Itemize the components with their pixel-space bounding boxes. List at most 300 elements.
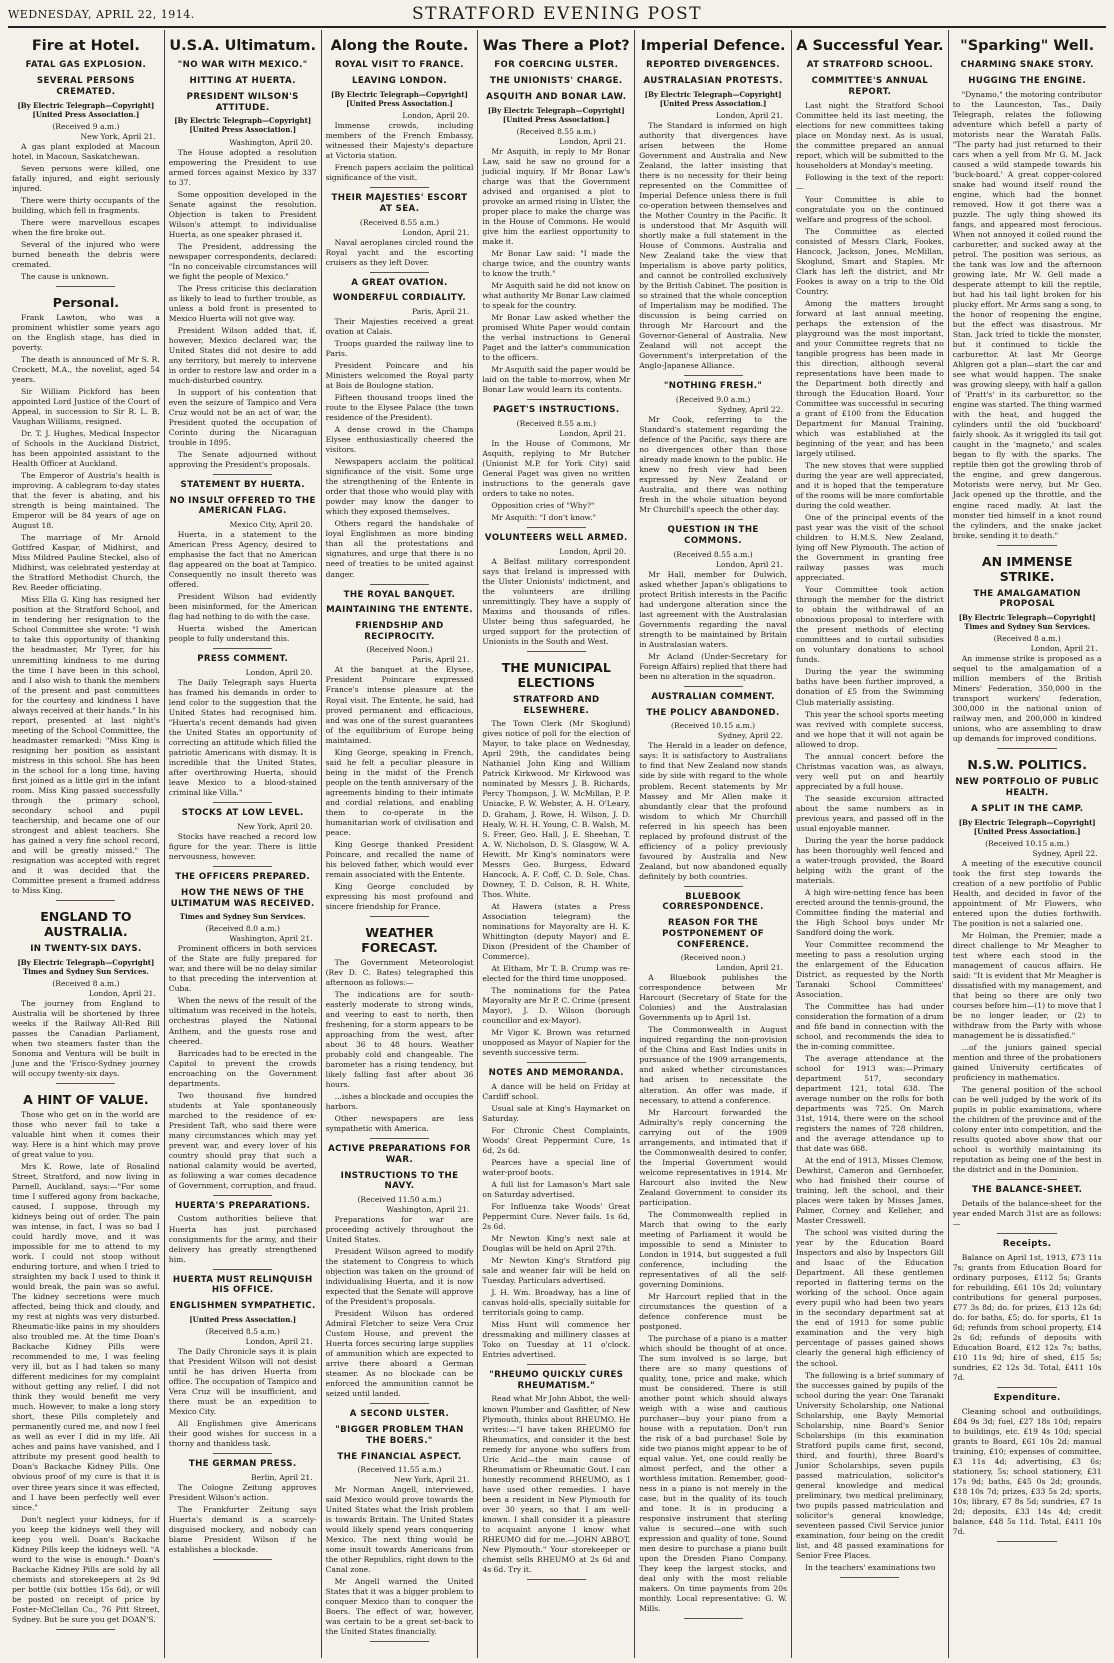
article-subheading: ROYAL VISIT TO FRANCE.: [335, 60, 464, 71]
article-paragraph: Mr Hall, member for Dulwich, asked whether Japan's obligations to protect British interests in the Pacific had undergone alteration since the last agreement with the Australasian Governments regarding the naval strength to be maintained by Britain in Australasian waters.: [639, 569, 787, 649]
section-divider: [527, 651, 586, 652]
article-subheading: FOR COERCING ULSTER.: [494, 60, 619, 71]
article-paragraph: Pearces have a special line of water-proof boots.: [482, 1157, 631, 1177]
article-paragraph: When the news of the result of the ultimatum was received in the hotels, orchestras played the National Anthem, and the guests rose and cheered.: [168, 996, 317, 1046]
dateline: New York, April 21.: [80, 131, 156, 141]
article-paragraph: Miss Hunt will commence her dressmaking and millinery classes at Toko on Tuesday at 11 o'clock. Entries advertised.: [482, 1319, 631, 1359]
article-paragraph: Mr Harcourt forwarded the Admiralty's reply concerning the carrying out of the 1909 arrangements, and intimated that if the Commonwealth desired to confer, the Imperial Government would welcome representatives in 1914. Mr Harcourt also invited the New Zealand Government to consider its participation.: [639, 1107, 787, 1207]
article-paragraph: Barricades had to be erected in the Capitol to prevent the crowds encroaching on the Government departments.: [168, 1048, 317, 1088]
column-6: [792, 30, 949, 1658]
section-divider: [56, 900, 115, 901]
article-paragraph: Those who get on in the world are those who never fail to take a valuable hint when it comes their way. Here is a hint which may prove of great value to you.: [12, 1109, 160, 1159]
telegraph-credit: Times and Sydney Sun Services.: [179, 912, 306, 922]
article-subheading: THE BALANCE-SHEET.: [972, 1185, 1083, 1196]
article-headline: Imperial Defence.: [640, 38, 786, 54]
article-paragraph: Balance on April 1st, 1913, £73 11s 7s; grants from Education Board for ordinary purposes, £112 5s; Grants for rebuilding, £61 10s 2d; voluntary contributions for general purposes, £77 3s 8d; do. for prizes, £13 12s 6d; do. for baths, £5; do. for sports, £1 1s 6d; refunds from school property, £14 2s 6d; refunds of deposits with Education Board, £12 12s 7s; baths, £10 11s 9d; hire of shed, £15 5s; sundries, £2 12s 3d. Total, £411 10s 7d.: [952, 1252, 1102, 1382]
article-paragraph: Stocks have reached a record low figure for the year. There is little nervousness, however.: [168, 832, 317, 862]
article-subheading: NEW PORTFOLIO OF PUBLIC HEALTH.: [955, 777, 1099, 799]
article-paragraph: Mr Acland (Under-Secretary for Foreign Affairs) replied that there had been no alteration in the squadron.: [639, 651, 787, 681]
column-2: [165, 30, 322, 1658]
article-paragraph: For Chronic Chest Complaints, Woods' Great Peppermint Cure, 1s 6d, 2s 6d.: [482, 1125, 631, 1155]
received-time: (Received 10.15 a.m.): [985, 838, 1070, 848]
section-divider: [370, 584, 429, 585]
dateline: London, April 21.: [402, 227, 470, 237]
article-subheading: "BIGGER PROBLEM THAN THE BOERS.": [335, 1425, 464, 1446]
article-paragraph: During the year the swimming baths have been further improved, a donation of £5 from the Swimming Club materially assisting.: [795, 667, 944, 707]
article-subheading: HUGGING THE ENGINE.: [968, 76, 1087, 87]
article-section: [639, 38, 787, 376]
article-subheading: HUERTA'S PREPARATIONS.: [175, 1200, 311, 1211]
article-paragraph: Miss Ella G. King has resigned her position at the Stratford School, and in tendering her resignation to the School Committee she wrote: "I wish to take this opportunity of thanking the headmaster, Mr Tyrer, for his unremitting kindness to me during the time I have been in this school, and I also wish to thank the members of the present and past committees for the courtesy and kindness I have always received at their hands." In his report, presented at last night's meeting of the School Committee, the headmaster remarked: "Miss King is resigning her position as assistant mistress in this school. She has been in the school for a long time, having first joined as a little girl in the infant room. Miss King passed successfully through the primary school, secondary school and pupil teachership, and became one of our strongest and ablest teachers. She has gained a very fine school record, and will be greatly missed." The resignation was accepted with regret and it was decided that the Committee present a framed address to Miss King.: [12, 595, 160, 895]
article-section: [169, 480, 317, 649]
article-paragraph: Among the matters brought forward at last annual meeting, perhaps the extension of the playground was the most important, and your Committee regrets that no tangible progress has been made in this direction, although several representations have been made to the Department both directly and through the Education Board. Your Committee was successful in securing a grant of £100 from the Education Department for Manual Training, which was established at the beginning of the year, and has been largely utilised.: [795, 298, 944, 459]
article-subheading: THE OFFICERS PREPARED.: [175, 872, 311, 883]
section-divider: [370, 1641, 429, 1642]
article-paragraph: Mr Bonar Law said: "I made the charge twice, and the country wants to know the truth.": [482, 248, 631, 278]
section-divider: [213, 1195, 272, 1196]
section-divider: [213, 1559, 272, 1560]
section-divider: [684, 1618, 743, 1619]
dateline: Berlin, April 21.: [250, 1472, 313, 1482]
section-divider: [370, 1403, 429, 1404]
article-headline: A Successful Year.: [796, 38, 944, 54]
article-subheading: ASQUITH AND BONAR LAW.: [486, 91, 627, 102]
article-paragraph: The Herald in a leader on defence, says: It is satisfactory to Australians to find that New Zealand now stands side by side with regard to the whole problem. Recent statements by Mr Massey and Mr Allen make it abundantly clear that the profound wisdom to which Mr Churchill referred in his speech has been replaced by profound distrust of the efficiency of a policy previously favoured by Australia and New Zealand, but now abandoned equally definitely by both countries.: [639, 741, 787, 881]
article-section: [639, 692, 787, 887]
section-divider: [527, 399, 586, 400]
telegraph-credit: [United Press Association.]: [189, 1314, 297, 1324]
article-section: [953, 554, 1102, 750]
article-section: [482, 1370, 630, 1580]
telegraph-credit: [By Electric Telegraph—Copyright] [United Press Association.]: [17, 100, 155, 119]
article-paragraph: Dr. T. J. Hughes, Medical Inspector of Schools in the Auckland District, has been appointed assistant to the Health Officer at Auckland.: [12, 429, 160, 469]
article-headline: U.S.A. Ultimatum.: [169, 38, 317, 54]
article-subheading: IN TWENTY-SIX DAYS.: [30, 943, 142, 954]
section-divider: [370, 916, 429, 917]
telegraph-credit: [By Electric Telegraph—Copyright] Times and Sydney Sun Services.: [17, 957, 155, 976]
article-subheading: STRATFORD AND ELSEWHERE.: [512, 694, 600, 716]
article-paragraph: Naval aeroplanes circled round the Royal yacht and the escorting cruisers as they left Dover.: [325, 237, 474, 267]
received-time: (Received 9 a.m.): [52, 121, 120, 131]
article-paragraph: The new stoves that were supplied during the year are well appreciated, and it is hoped that the temperature of the rooms will be more comfortable during the cold weather.: [795, 461, 944, 511]
article-subheading: REPORTED DIVERGENCES.: [646, 60, 780, 71]
article-paragraph: Mr Asquith said the paper would be laid on the table to-morrow, when Mr Bonar Law would learn its contents.: [482, 365, 631, 395]
dateline: Sydney, April 22.: [1032, 848, 1098, 858]
article-paragraph: Mr Bonar Law asked whether the promised White Paper would contain the verbal instructions to General Paget and the latter's communication to the officers.: [482, 313, 631, 363]
article-subheading: REASON FOR THE POSTPONEMENT OF CONFERENCE.: [662, 918, 765, 950]
article-paragraph: For Influenza take Woods' Great Peppermint Cure. Never fails. 1s 6d, 2s 6d.: [482, 1201, 631, 1231]
article-paragraph: Following is the text of the report:—: [795, 172, 944, 192]
article-subheading: WONDERFUL CORDIALITY.: [332, 293, 467, 304]
article-subheading: AUSTRALIAN COMMENT.: [651, 691, 775, 702]
article-paragraph: Frank Lawton, who was a prominent whistler some years ago on the English stage, has died in poverty.: [12, 312, 160, 353]
article-paragraph: Your Committee took action through the member for the district to obtain the withdrawal of an obnoxious proposal to interfere with the present methods of electing committees and to curtail subsidies on voluntary donations to school funds.: [795, 585, 944, 665]
article-paragraph: King George concluded by expressing his most profound and sincere friendship for France.: [325, 881, 474, 911]
article-paragraph: An immense strike is proposed as a sequel to the amalgamation of a million members of the British Miners' Federation, 350,000 in the transport workers' federation, 300,000 in the national union of railway men, and 200,000 in kindred unions, who are assembling to draw up demands for improved conditions.: [952, 654, 1102, 744]
article-paragraph: Mr Asquith: "I don't know.": [491, 513, 597, 522]
article-subheading: MAINTAINING THE ENTENTE.: [326, 605, 473, 616]
section-divider: [997, 1179, 1057, 1180]
article-paragraph: Huerta wished the American people to fully understand this.: [168, 624, 317, 644]
section-divider: [213, 1453, 272, 1454]
article-subheading: PRESS COMMENT.: [197, 654, 289, 665]
dateline: Mexico City, April 20.: [229, 520, 313, 530]
article-paragraph: The Government Meteorologist (Rev D. C. Bates) telegraphed this afternoon as follows:—: [325, 957, 474, 987]
dateline: Washington, April 21.: [386, 1205, 470, 1215]
article-subheading: STATEMENT BY HUERTA.: [180, 480, 305, 490]
article-paragraph: During the year the horse paddock has been thoroughly well fenced and a water-trough provided, the Board helping with the grant of the materials.: [795, 835, 944, 885]
article-headline: ENGLAND TO AUSTRALIA.: [40, 908, 132, 939]
telegraph-credit: [By Electric Telegraph—Copyright] [United Press Association.]: [174, 116, 312, 135]
article-section: [953, 1239, 1102, 1388]
article-headline: Was There a Plot?: [482, 38, 630, 54]
article-paragraph: The average attendance at the school for 1913 was:—Primary department 517, secondary department 121, total 638. The average number on the rolls for both departments was 725. On March 31st, 1914, there were on the school registers the names of 728 children, and the average attendance up to that date was 668.: [795, 1054, 944, 1154]
article-paragraph: Their Majesties received a great ovation at Calais.: [325, 317, 474, 337]
section-divider: [213, 802, 272, 803]
article-section: [482, 660, 630, 1063]
article-paragraph: Mr Holman, the Premier, made a direct challenge to Mr Meagher to test where each stood in the management of caucus affairs. He said: "It is evident that Mr Meagher is dissatisfied with my management, and that being so there are only two courses before him—(1) to move that I be no longer leader, or (2) to withdraw from the Party with whose management he is dissatisfied.": [952, 930, 1102, 1041]
article-subheading: THE AMALGAMATION PROPOSAL: [973, 588, 1081, 610]
article-subheading: QUESTION IN THE COMMONS.: [667, 525, 759, 547]
article-paragraph: ...of the juniors gained special mention and three of the probationers gained University certificates of proficiency in mathematics.: [952, 1043, 1102, 1083]
dateline: New York, April 20.: [237, 822, 313, 832]
article-section: [326, 193, 474, 273]
section-divider: [840, 1577, 899, 1578]
article-headline: "Sparking" Well.: [960, 38, 1095, 54]
received-time: (Received 8.55 a.m.): [516, 418, 596, 428]
article-section: [326, 1144, 474, 1404]
article-paragraph: A full list for Lamason's Mart sale on Saturday advertised.: [482, 1179, 631, 1199]
article-paragraph: Huerta, in a statement to the American Press Agency, desired to emphasise the fact that no American flag appeared on the boat at Tampico. Consequently no insult thereto was offered.: [168, 530, 317, 590]
article-paragraph: Cleaning school and outbuildings, £84 9s 3d; fuel, £27 18s 10d; repairs to buildings, etc. £19 4s 10d; special grants to Board, £61 10s 2d; manual training, £10; expenses of committee, £3 11s 4d; advertising, £3 6s; stationery, 5s; school stationery, £31 17s 9d; baths, £45 0s 2d; grounds, £18 10s 7d; prizes, £33 5s 2d; sports, 10s; library, £7 8s 5d; sundries, £7 1s 2d; deposits, £33 14s 4d; credit balance, £48 5s 11d. Total, £411 10s 7d.: [952, 1406, 1102, 1536]
telegraph-credit: [By Electric Telegraph—Copyright] [United Press Association.]: [331, 89, 468, 108]
article-section: [169, 654, 317, 803]
article-paragraph: The Committee has had under consideration the formation of a drum and fife band in connection with the school, and recommends the idea to the in-coming committee.: [795, 1001, 944, 1052]
section-divider: [370, 1138, 429, 1139]
telegraph-credit: [By Electric Telegraph—Copyright] [United Press Association.]: [487, 105, 625, 124]
article-paragraph: Several of the injured who were burned beneath the debris were cremated.: [12, 239, 160, 269]
telegraph-credit: [By Electric Telegraph—Copyright] Times and Sydney Sun Services.: [958, 613, 1096, 632]
masthead: [8, 4, 1106, 28]
section-divider: [213, 648, 272, 649]
received-time: (Received 8.55 a.m.): [359, 217, 440, 227]
article-paragraph: J. H. Wm. Broadway, has a line of canvas hold-alls, specially suitable for territorials going to camp.: [482, 1287, 631, 1317]
section-divider: [56, 1083, 115, 1084]
article-subheading: Expenditure.: [993, 1392, 1061, 1403]
received-time: (Received 8.55 a.m.): [673, 549, 753, 559]
article-paragraph: President Wilson has ordered Admiral Fletcher to seize Vera Cruz Custom House, and prevent the Huerta forces securing large supplies of ammunition which are expected to arrive there aboard a German steamer. As no blockade can be enforced the ammunition cannot be seized until landed.: [325, 1309, 474, 1399]
article-paragraph: Custom authorities believe that Huerta has just purchased consignments for the army, and their delivery has greatly strengthened him.: [168, 1214, 317, 1264]
article-paragraph: One of the principal events of the past year was the visit of the school children to H.M.S. New Zealand, lying off New Plymouth. The action of the Government in granting free railway passes was much appreciated.: [795, 513, 944, 583]
article-subheading: HITTING AT HUERTA.: [189, 76, 296, 87]
article-paragraph: Usual sale at King's Haymarket on Saturday.: [482, 1103, 631, 1123]
article-paragraph: French papers acclaim the political significance of the visit.: [325, 163, 474, 183]
section-divider: [997, 1233, 1057, 1234]
article-paragraph: Fifteen thousand troops lined the route to the Elysee Palace (the town residence of the President).: [325, 393, 474, 423]
article-paragraph: The death is announced of Mr S. R. Crockett, M.A., the novelist, aged 54 years.: [12, 355, 160, 385]
article-paragraph: At Hawera (states a Press Association telegram) the nominations for Mayoralty are H. K. Whittington (deputy Mayor) and E. Dixon (President of the Chamber of Commerce).: [482, 901, 631, 961]
column-1: [8, 30, 165, 1658]
article-paragraph: A dance will be held on Friday at Cardiff school.: [482, 1081, 631, 1101]
article-section: [326, 38, 474, 188]
received-time: (Received 10.15 a.m.): [671, 721, 756, 731]
article-paragraph: Don't neglect your kidneys, for if you keep the kidneys well they will keep you well. Doan's Backache Kidney Pills keep the kidneys well. "A word to the wise is enough." Doan's Backache Kidney Pills are sold by all chemists and storekeepers at 2s 9d per bottle (six bottles 15s 6d), or will be posted on receipt of price by Foster-McClellan Co., 76 Pitt Street, Sydney. But be sure you get DOAN'S.: [12, 1514, 160, 1624]
article-section: [639, 525, 787, 687]
article-paragraph: The Daily Chronicle says it is plain that President Wilson will not desist until he has driven Huerta from office. The occupation of Tampico and Vera Cruz will be insufficient, and there must be an expedition to Mexico City.: [168, 1346, 317, 1416]
article-paragraph: President Wilson agreed to modify the statement to Congress to which objection was taken on the ground of individualising Huerta, and it is now expected that the Senate will approve of the President's proposals.: [325, 1247, 474, 1307]
dateline: London, April 20.: [559, 546, 627, 556]
article-paragraph: At the end of 1913, Misses Clemow, Dewhirst, Cameron and Gernhoefer, who had finished their course of training, left the school, and their places were taken by Misses James, Palmer, Corney and Kelleher, and Master Cresswell.: [795, 1156, 944, 1226]
article-subheading: ACTIVE PREPARATIONS FOR WAR.: [328, 1144, 471, 1165]
article-paragraph: The Cologne Zeitung approves President Wilson's action.: [168, 1482, 317, 1502]
section-divider: [56, 1629, 115, 1630]
article-subheading: SEVERAL PERSONS CREMATED.: [36, 76, 135, 97]
article-paragraph: The Commonwealth in August inquired regarding the non-provision of the China and East Indies units in pursuance of the 1909 arrangements, and asked whether circumstances had arisen to necessitate the alteration. An offer was made, if necessary, to attend a conference.: [639, 1025, 787, 1105]
received-time: (Received 11.50 a.m.): [357, 1195, 442, 1205]
article-subheading: PAGET'S INSTRUCTIONS.: [493, 405, 620, 416]
article-section: [326, 278, 474, 585]
section-divider: [527, 1062, 586, 1063]
article-subheading: THE GERMAN PRESS.: [188, 1459, 297, 1470]
article-paragraph: The Daily Telegraph says Huerta has framed his demands in order to lend color to the suggestion that the United States had recognised him. "Huerta's recent demands had given the United States an opportunity of correcting an attitude which filled the patriotic Americans with dismay. It is incredible that the United States, after overthrowing Huerta, should leave Mexico to a blood-stained criminal like Villa.": [168, 678, 317, 798]
column-7: [949, 30, 1106, 1658]
article-subheading: "NOTHING FRESH.": [663, 381, 763, 392]
section-divider: [997, 748, 1057, 749]
article-paragraph: The indications are for south-easterly moderate to strong winds, and veering to east to north, then freshening, for a storm appears to be approaching from the west, after about 36 to 48 hours. Weather probably cold and changeable. The barometer has a rising tendency, but likely falling fast after about 36 hours.: [325, 989, 474, 1090]
article-section: [12, 38, 160, 287]
article-paragraph: Other newspapers are less sympathetic with America.: [325, 1114, 474, 1134]
column-4: [478, 30, 635, 1658]
article-paragraph: At Eltham, Mr T. B. Crump was re-elected for the third time unopposed.: [482, 963, 631, 983]
article-headline: Fire at Hotel.: [31, 38, 140, 54]
article-paragraph: Your Committee recommend the meeting to pass a resolution urging the enlargement of the Education District, as requested by the North Taranaki School Committees' Association.: [795, 939, 944, 999]
article-paragraph: Mr Newton King's Stratford pig sale and weaner fair will be held on Tuesday. Particulars advertised.: [482, 1255, 631, 1285]
dateline: London, April 21.: [88, 988, 156, 998]
dateline: London, April 21.: [1030, 644, 1098, 654]
section-divider: [997, 1387, 1057, 1388]
dateline: Paris, April 21.: [411, 307, 470, 317]
article-paragraph: King George thanked President Poincare, and recalled the name of his beloved father, which would ever remain associated with the Entente.: [325, 839, 474, 879]
section-divider: [684, 686, 743, 687]
article-paragraph: Opposition cries of "Why?": [491, 500, 595, 510]
article-paragraph: The President, addressing the newspaper correspondents, declared: "In no conceivable circumstances will we fight the people of Mexico.": [168, 241, 317, 281]
section-divider: [370, 272, 429, 273]
article-paragraph: The Committee as elected consisted of Messrs Clark, Fookes, Hancock, Jackson, Jones, McMillan, Skoglund, Smart and Staples. Mr Clark has left the district, and Mr Fookes is away on a trip to the Old Country.: [795, 226, 944, 296]
article-section: [326, 925, 474, 1139]
article-subheading: VOLUNTEERS WELL ARMED.: [484, 533, 628, 544]
article-subheading: THE ROYAL BANQUET.: [343, 589, 456, 600]
dateline: Washington, April 21.: [229, 934, 313, 944]
article-paragraph: A gas plant exploded at Macoun hotel, in Macoun, Saskatchewan.: [12, 141, 160, 161]
article-section: [482, 38, 630, 400]
article-paragraph: This year the school sports meeting was revived with complete success, and we hope that it will not again be allowed to drop.: [795, 709, 944, 749]
article-paragraph: Details of the balance-sheet for the year ended March 31st are as follows:—: [952, 1198, 1102, 1228]
article-subheading: STOCKS AT LOW LEVEL.: [181, 808, 304, 819]
article-paragraph: Preparations for war are proceeding actively throughout the United States.: [325, 1215, 474, 1245]
article-headline: A HINT OF VALUE.: [23, 1091, 149, 1107]
section-divider: [684, 886, 743, 887]
received-time: (Received 8.55 a.m.): [516, 126, 596, 136]
article-headline: WEATHER FORECAST.: [361, 924, 438, 955]
article-subheading: CHARMING SNAKE STORY.: [960, 60, 1094, 71]
article-paragraph: A meeting of the executive council took the first step towards the creation of a new portfolio of Public Health, and decided in favor of the appointment of Mr Flowers, who entered upon the duties forthwith. The position is not a salaried one.: [952, 858, 1102, 928]
article-section: [482, 533, 630, 652]
article-paragraph: Immense crowds, including members of the French Embassy, witnessed their Majesty's departure at Victoria station.: [325, 121, 474, 161]
section-divider: [213, 474, 272, 475]
received-time: (Received noon.): [680, 953, 746, 963]
article-paragraph: Mr Asquith, in reply to Mr Bonar Law, said he saw no ground for a judicial inquiry. If Mr Bonar Law's charge was that the Government advised and organised a plot to provoke an armed rising in Ulster, the proper place to make the charge was in the House of Commons. He would give him the earliest opportunity to make it.: [482, 146, 631, 246]
received-time: (Received 8.0 a.m.): [205, 924, 280, 934]
article-subheading: A SECOND ULSTER.: [349, 1409, 450, 1420]
received-time: (Received 8.5 a.m.): [205, 1326, 280, 1336]
article-paragraph: In the teachers' examinations two: [804, 1562, 936, 1572]
article-subheading: ENGLISHMEN SYMPATHETIC.: [169, 1301, 316, 1312]
article-section: [12, 295, 160, 901]
article-subheading: THE UNIONISTS' CHARGE.: [489, 76, 623, 87]
article-paragraph: Sir William Pickford has been appointed Lord Justice of the Court of Appeal, in succession to Sir R. L. B. Vaughan Williams, resigned.: [12, 387, 160, 427]
article-paragraph: A high wire-netting fence has been erected around the tennis-ground, the Committee finding the material and the High School boys under Mr Sandford doing the work.: [795, 887, 944, 937]
article-paragraph: The Frankfurter Zeitung says Huerta's demand is a scarcely-disguised mockery, and nobody can blame President Wilson if he establishes a blockade.: [168, 1504, 317, 1554]
article-subheading: HUERTA MUST RELINQUISH HIS OFFICE.: [172, 1274, 313, 1296]
dateline: Washington, April 20.: [229, 137, 313, 147]
article-paragraph: The marriage of Mr Arnold Gottfred Kaspar, of Midhirst, and Miss Mildred Pauline Steckel, also of Midhirst, was celebrated yesterday at the Stratford Methodist Church, the Rev. Reeder officiating.: [12, 533, 160, 593]
article-subheading: "RHEUMO QUICKLY CURES RHEUMATISM.": [489, 1370, 624, 1391]
article-paragraph: There were thirty occupants of the building, which fell in fragments.: [12, 195, 160, 215]
article-section: [482, 405, 630, 528]
article-headline: AN IMMENSE STRIKE.: [981, 553, 1073, 584]
section-divider: [527, 1579, 586, 1580]
section-divider: [997, 1541, 1057, 1542]
article-section: [326, 590, 474, 917]
article-paragraph: Mr Angell warned the United States that it was a bigger problem to conquer Mexico than to conquer the Boers. The effect of war, however, was certain to be a great set-back to the United States financially.: [325, 1577, 474, 1637]
article-paragraph: President Wilson had evidently been misinformed, for the American flag had nothing to do with the case.: [168, 592, 317, 622]
article-paragraph: A Belfast military correspondent says that Ireland is impressed with the Ulster Unionists' indictment, and the volunteers are drilling unremittingly. They have a supply of Maxims and thousands of rifles. Ulster being thus safeguarded, he urged support for the protection of Unionists in the South and West.: [482, 556, 631, 646]
section-divider: [56, 286, 115, 287]
article-section: [953, 38, 1102, 546]
article-paragraph: Mrs K. Rowe, late of Rosalind Street, Stratford, and now living in Parnell, Auckland, says:—"For some time I suffered agony from backache, caused, I suppose, through my kidneys being out of order. The pain was intense, in fact, I was so bad I could hardly move, and it was impossible for me to attend to my work. I could not stoop without enduring torture, and when I tried to straighten my back I used to think it would break, the pain was so awful. The kidney secretions were much affected, being thick and cloudy, and my rest at nights was very disturbed. Rheumatic-like pains in my shoulders also troubled me. At the time Doan's Backache Kidney Pills were recommended to me, I was feeling very ill, but as I had taken so many different medicines for my complaint without getting any relief, I did not think they would benefit me very much. However, to make a long story short, these Pills completely and permanently cured me, and now I feel as well as ever I did in my life. All aches and pains have vanished, and I attribute my present good health to Doan's Backache Kidney Pills. One obvious proof of my cure is that it is over three years since it was effected, and I have been perfectly well ever since.": [12, 1162, 160, 1512]
article-paragraph: Two thousand five hundred students at Yale spontaneously marched to the residence of ex-President Taft, who said there were many circumstances which may yet prevent war, and every lover of his country should pray that such a national calamity would be averted, as following a war comes decadence of Government, corruption, and fraud.: [168, 1090, 317, 1190]
dateline: London, April 20.: [245, 668, 313, 678]
article-subheading: INSTRUCTIONS TO THE NAVY.: [340, 1170, 459, 1192]
article-subheading: PRESIDENT WILSON'S ATTITUDE.: [186, 91, 299, 113]
article-subheading: COMMITTEE'S ANNUAL REPORT.: [811, 76, 929, 97]
article-section: [796, 38, 944, 1578]
article-section: [326, 1409, 474, 1642]
section-divider: [527, 1364, 586, 1365]
article-subheading: AUSTRALASIAN PROTESTS.: [643, 76, 783, 87]
article-subheading: A GREAT OVATION.: [351, 277, 448, 288]
dateline: London, April 21.: [716, 111, 783, 121]
article-paragraph: Your Committee is able to congratulate you on the continued welfare and progress of the school.: [795, 194, 944, 224]
article-subheading: Receipts.: [1002, 1239, 1052, 1250]
article-subheading: NOTES AND MEMORANDA.: [488, 1067, 624, 1078]
article-section: [169, 38, 317, 475]
article-paragraph: The school was visited during the year by the Education Board Inspectors and also by Inspectors Gill and Isaac of the Education Department. All these gentlemen reported in flattering terms on the working of the school. Once again every pupil who had been two years in the secondary department sat at the end of 1913 for some public examination and the very high percentage of passes gained shows clearly the general high efficiency of the school.: [795, 1228, 944, 1368]
article-paragraph: Prominent officers in both services of the State are fully prepared for war, and there will be no delay similar to that preceding the intervention at Cuba.: [168, 944, 317, 994]
article-paragraph: Some opposition developed in the Senate against the resolution. Objection is taken to President Wilson's attempt to individualise Huerta, as one speaker phrased it.: [168, 189, 317, 239]
received-time: (Received 9.0 a.m.): [675, 395, 751, 405]
section-divider: [527, 527, 586, 528]
article-subheading: NO INSULT OFFERED TO THE AMERICAN FLAG.: [169, 495, 316, 517]
article-subheading: THE POLICY ABANDONED.: [646, 707, 780, 718]
column-5: [635, 30, 792, 1658]
article-paragraph: The journey from England to Australia will be shortened by three weeks if the Railway All-Red Bill passes the Canadian Parliament, when two steamers faster than the Sonoma and Ventura will be built in June and the 'Frisco-Sydney journey will occupy twenty-six days.: [12, 998, 160, 1078]
article-section: [169, 1459, 317, 1560]
article-paragraph: Mr Norman Angell, interviewed, said Mexico would prove towards the United States what the Irish problem is towards Britain. The United States would likely spend years conquering Mexico. The next thing would be some insult towards Americans from the other Republics, right down to the Canal zone.: [325, 1485, 474, 1575]
newspaper-title: STRATFORD EVENING POST: [412, 4, 702, 24]
telegraph-credit: [By Electric Telegraph—Copyright] [United Press Association.]: [958, 817, 1096, 836]
article-paragraph: The House adopted a resolution empowering the President to use armed forces against Mexico by 337 to 37.: [168, 147, 317, 187]
dateline: New York, April 21.: [394, 1475, 470, 1485]
article-headline: Along the Route.: [330, 38, 469, 54]
article-paragraph: The Emperor of Austria's health is improving. A cablegram to-day states that the fever is abating, and his strength is being maintained. The Emperor will be 84 years of age on August 18.: [12, 471, 160, 531]
issue-date: WEDNESDAY, APRIL 22, 1914.: [8, 8, 195, 21]
article-paragraph: The purchase of a piano is a matter which should be thought of at once. The sum involved is so large, but there are so many questions of quality, tone, price and make, which must be considered. There is still another point which should always weigh with a wise and cautious purchaser—buy your piano from a house with a reputation. Don't run the risk of a bad purchase! Sole by side two pianos might appear to be of equal value. Yet, one could really be almost perfect, and the other a worthless imitation. Remember, good-ness in a piano is not merely in the case, but in the quality of its touch and tone. It is in producing a responsive instrument that sterling value is secured—one with such expression and quality of tone. Sound men desire to purchase a piano built upon the Dresden Piano Company. They keep the largest stocks, and deal only with the most reliable makers. On time payments from 20s monthly. Local representative: G. W. Mills.: [639, 1333, 787, 1614]
article-paragraph: The seaside excursion attracted about the same numbers as in previous years, and passed off in the usual enjoyable manner.: [795, 793, 944, 833]
dateline: London, April 21.: [559, 428, 627, 438]
article-subheading: "NO WAR WITH MEXICO.": [177, 60, 308, 71]
article-paragraph: The nominations for the Patea Mayoralty are Mr P. C. Crime (present Mayor), J. D. Wilson (borough councillor and ex-Mayor).: [482, 985, 631, 1025]
article-section: [169, 1275, 317, 1454]
dateline: Paris, April 21.: [411, 655, 470, 665]
section-divider: [684, 375, 743, 376]
article-paragraph: The Senate adjourned without approving the President's proposals.: [168, 449, 317, 469]
article-paragraph: The following is a brief summary of the successes gained by pupils of the school during the year: One Taranaki University Scholarship, one National Scholarship, one Bayly Memorial Scholarship, nine Board's Senior Scholarships (in this examination Stratford pupils came first, second, third, and fourth), three Board's Junior Scholarships, seven pupils passed matriculation, solicitor's general knowledge and medical preliminary, two medical preliminary, two pupils passed matriculation and solicitor's general knowledge, seventeen passed Civil Service junior examination, four being on the credit list, and 48 passed examinations for Senior Free Places.: [795, 1370, 944, 1560]
article-paragraph: The Press criticise this declaration as likely to lead to further trouble, as unless a bold front is presented to Mexico Huerta will not give way.: [168, 283, 317, 323]
dateline: London, April 21.: [559, 136, 627, 146]
received-time: (Received 8 a.m.): [52, 978, 120, 988]
received-time: (Received 11.55 a.m.): [357, 1465, 442, 1475]
article-subheading: HOW THE NEWS OF THE ULTIMATUM WAS RECEIVED.: [170, 887, 315, 909]
article-paragraph: Read what Mr John Abbot, the well-known Plumber and Gasfitter, of New Plymouth, thinks about RHEUMO. He writes:—"I have taken RHEUMO for Rheumatics, and consider it the best remedy for anyone who suffers from Uric Acid—the main cause of Rheumatism or Rheumatic Gout. I can honestly recommend RHEUMO, as I have used other remedies. I have been a resident in New Plymouth for over 30 years, so that I am well-known. I shall consider it a pleasure to acquaint anyone I know what RHEUMO did for me.—JOHN ABBOT, New Plymouth." Your storekeeper or chemist sells RHEUMO at 2s 6d and 4s 6d. Try it.: [482, 1394, 631, 1574]
article-paragraph: Newspapers acclaim the political significance of the visit. Some urge the strengthening of the Entente in order that those who would play with powder may know the danger to which they exposed themselves.: [325, 457, 474, 517]
article-paragraph: Last night the Stratford School Committee held its last meeting, the elections for new committees taking place on Monday next. As is usual, the committee prepared an annual report, which will be submitted to the householders at Monday's meeting.: [795, 100, 944, 170]
article-paragraph: ...ishes a blockade and occupies the harbors.: [325, 1092, 474, 1112]
dateline: London, April 21.: [716, 559, 783, 569]
article-paragraph: A dense crowd in the Champs Elysee enthusiastically cheered the visitors.: [325, 425, 474, 455]
article-paragraph: There were marvellous escapes when the fire broke out.: [12, 217, 160, 237]
article-paragraph: All Englishmen give Americans their good wishes for success in a thorny and thankless task.: [168, 1418, 317, 1448]
article-paragraph: The cause is unknown.: [21, 271, 109, 281]
article-paragraph: Mr Asquith said he did not know on what authority Mr Bonar Law claimed to speak for the country.: [482, 280, 631, 311]
article-section: [639, 381, 787, 520]
article-paragraph: In support of his contention that even the seizure of Tampico and Vera Cruz would not be an act of war, the President quoted the occupation of Corinto during the Nicaraguan trouble in 1895.: [168, 387, 317, 447]
article-section: [482, 1068, 630, 1365]
received-time: (Received Noon.): [366, 645, 433, 655]
column-3: [322, 30, 479, 1658]
article-subheading: FATAL GAS EXPLOSION.: [25, 60, 147, 71]
article-section: [953, 1185, 1102, 1234]
section-divider: [684, 519, 743, 520]
article-section: [639, 892, 787, 1620]
article-paragraph: Mr Cook, referring to the Standard's statement regarding the defence of the Pacific, says there are no divergences other than those already made known to the public. He knew no fresh view had been expressed by New Zealand or Australia, and there was nothing fresh in the whole situation beyond Mr Churchill's speech the other day.: [639, 415, 787, 515]
article-paragraph: Mr Newton King's next sale at Douglas will be held on April 27th.: [482, 1233, 631, 1253]
article-section: [953, 1393, 1102, 1542]
article-paragraph: The Standard is informed on high authority that divergences have arisen between the Home Government and Australia and New Zealand, the latter insisting that there is no necessity for their being represented on the Committee of Imperial Defence unless there is full co-operation between themselves and the Mother Country in the Pacific. It is understood that Mr Asquith will shortly make a full statement in the House of Commons. Australia and New Zealand take the view that Imperialism is above party politics, and cannot be controlled exclusively by the British Cabinet. The position is so strained that the whole conception of Imperialism may be modified. The discussion is being carried on through Mr Harcourt and the Governor-General of Australia. New Zealand will not accept the Government's interpretation of the Anglo-Japanese Alliance.: [639, 121, 787, 371]
article-paragraph: At the banquet at the Elysee, President Poincare expressed France's intense pleasure at the Royal visit. The Entente, he said, had proved permanent and efficacious, and was one of the surest guarantees of the equilibrium of Europe being maintained.: [325, 665, 474, 745]
article-paragraph: Others regard the handshake of loyal Englishmen as more binding than all the protestations and signatures, and urge that there is no need of treaties to be united against danger.: [325, 519, 474, 579]
article-headline: THE MUNICIPAL ELECTIONS: [501, 659, 611, 690]
dateline: Sydney, April 22.: [717, 731, 783, 741]
article-paragraph: The Town Clerk (Mr Skoglund) gives notice of poll for the election of Mayor, to take place on Wednesday, April 29th, the candidates being Nathaniel John King and William Patrick Kirkwood. Mr Kirkwood was nominated by Messrs J. B. Richards, Percy Thompson, J. W. McMillan, P. P. Uniacke, F. W. Webster, A. H. O'Leary, D. Graham, J. Rowe, H. Wilson, J. D. Healy, W. H. H. Young, C. B. Walsh, M. S. Freer, Geo. Hall, J. E. Sheehan, T. A. W. Nicholson, D. S. Glasgow, W. A. Hewitt. Mr King's nominators were Messrs Geo. Burgess, Edward Hancock, A. F. Coff, C. D. Sole, Chas. Downey, T. D. Colson, R. H. White, Thos. White.: [482, 719, 631, 899]
article-paragraph: The Commonwealth replied in March that owing to the early meeting of Parliament it would be impossible to send a Minister to London in 1914, but suggested a full conference, including the representatives of all the self-governing Dominions.: [639, 1209, 787, 1289]
section-divider: [997, 545, 1057, 546]
article-subheading: FRIENDSHIP AND RECIPROCITY.: [355, 620, 444, 642]
dateline: London, April 21.: [245, 1336, 313, 1346]
article-section: [169, 808, 317, 867]
article-subheading: THEIR MAJESTIES' ESCORT AT SEA.: [331, 193, 468, 214]
article-paragraph: Troops guarded the railway line to Paris.: [325, 339, 474, 359]
